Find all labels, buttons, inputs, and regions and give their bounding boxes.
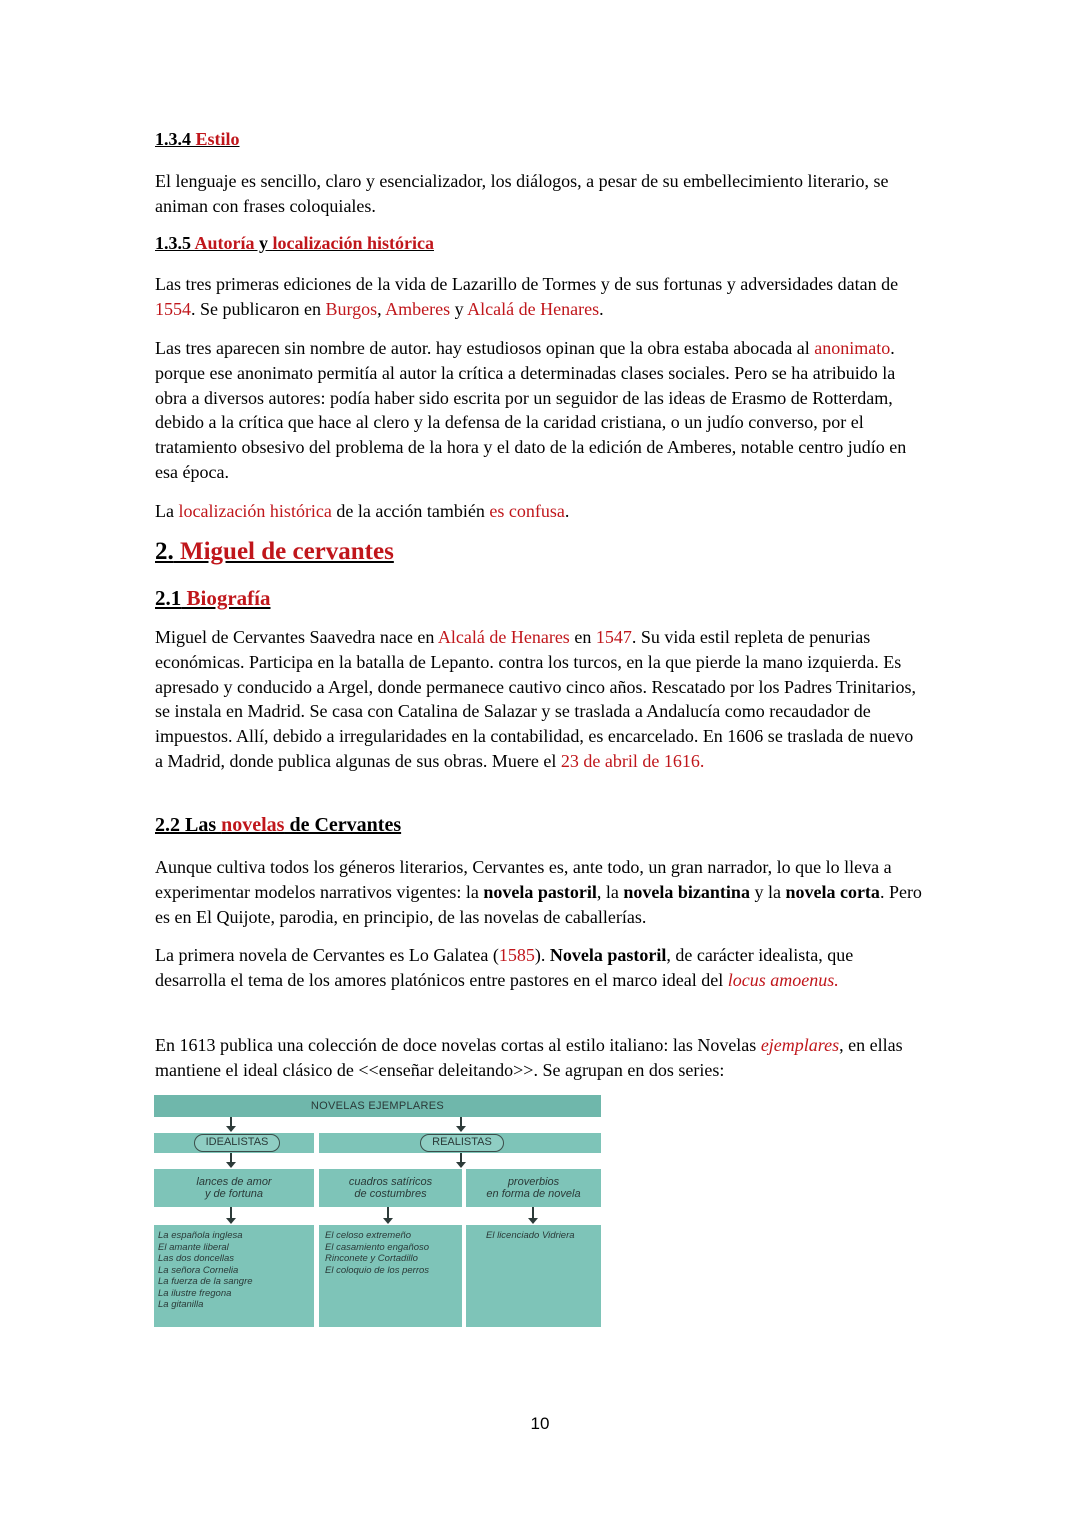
paragraph-autoria bbox=[155, 336, 925, 485]
text: Miguel de Cervantes Saavedra nace en bbox=[155, 627, 438, 647]
highlight-death-date: 23 de abril de 1616. bbox=[560, 750, 705, 771]
arrow-down-icon bbox=[230, 1153, 232, 1163]
text: Aunque cultiva todos los géneros literarios, Cervantes es, ante todo, un gran narrador, lo que lo lleva a experimentar modelos narrativos vigentes: la bbox=[155, 857, 892, 902]
text: Las tres aparecen sin nombre de autor. hay estudiosos opinan que la obra estaba abocada al bbox=[155, 338, 815, 358]
highlight-alcala: Alcalá de Henares bbox=[467, 298, 600, 319]
list-cuadros bbox=[325, 1230, 460, 1276]
text: y bbox=[450, 298, 468, 319]
arrow-down-icon bbox=[230, 1117, 232, 1127]
text: . Se publicaron en bbox=[191, 298, 326, 319]
list-item: El casamiento engañoso bbox=[325, 1241, 430, 1253]
arrow-down-icon bbox=[460, 1153, 462, 1163]
mid-line-2: y de fortuna bbox=[204, 1188, 264, 1200]
paragraph-biografia bbox=[155, 625, 925, 774]
mid-line-1: lances de amor bbox=[196, 1176, 272, 1188]
section-heading-biografia bbox=[155, 586, 271, 611]
highlight-anonimato: anonimato bbox=[814, 338, 891, 358]
list-item: El amante liberal bbox=[158, 1241, 229, 1253]
text: . bbox=[599, 298, 604, 319]
page-number: 10 bbox=[530, 1414, 550, 1433]
heading-title: Miguel de cervantes bbox=[180, 538, 394, 565]
section-heading-estilo bbox=[155, 129, 240, 150]
section-heading-autoria bbox=[155, 233, 434, 254]
arrow-down-icon bbox=[532, 1207, 534, 1219]
text: , bbox=[377, 298, 386, 319]
paragraph-galatea bbox=[155, 943, 925, 993]
list-item: El licenciado Vidriera bbox=[486, 1230, 575, 1241]
list-item: Rinconete y Cortadillo bbox=[325, 1253, 418, 1264]
mid-label-cuadros bbox=[319, 1176, 462, 1200]
text: La primera novela de Cervantes es Lo Galatea ( bbox=[155, 945, 499, 965]
italic-ejemplares: ejemplares bbox=[760, 1035, 840, 1055]
highlight-amberes: Amberes bbox=[385, 298, 451, 319]
text: en bbox=[569, 627, 596, 647]
diagram-title: NOVELAS EJEMPLARES bbox=[154, 1095, 601, 1117]
arrow-down-icon bbox=[387, 1207, 389, 1219]
italic-locus-amoenus: locus amoenus. bbox=[727, 969, 839, 990]
text: La bbox=[155, 501, 179, 521]
heading-title-a: Autoría bbox=[194, 233, 255, 253]
text: . porque ese anonimato permitía al autor la crítica a determinadas clases sociales. Pero se ha atribuido la obra a diversos autores: podía haber sido escrita por un seguidor de las ideas de Erasmo de Rotterdam, debido a la crítica que hace al clero y la defensa de la caridad cristiana, o un judío converso, por el tratamiento obsesivo del problema de la hora y el dato de la edición de Amberes, notable centro judío en esa época. bbox=[155, 338, 907, 482]
mid-line-1: proverbios bbox=[507, 1176, 560, 1188]
paragraph-ediciones bbox=[155, 272, 925, 322]
text: . Pero es en El Quijote, parodia, en principio, de las novelas de caballerías. bbox=[155, 881, 922, 927]
text: de la acción también bbox=[331, 501, 490, 521]
heading-number: 1.3.5 bbox=[155, 233, 191, 253]
text: Las tres primeras ediciones de la vida de Lazarillo de Tormes y de sus fortunas y adversidades datan de bbox=[155, 274, 899, 294]
highlight-year: 1585 bbox=[498, 945, 535, 965]
heading-title: Estilo bbox=[195, 129, 240, 149]
text: , de carácter idealista, que desarrolla el tema de los amores platónicos entre pastores en el marco ideal del bbox=[155, 945, 854, 990]
text: . Su vida estil repleta de penurias económicas. Participa en la batalla de Lepanto. contra los turcos, en la que pierde la mano izquierda. Es apresado y conducido a Argel, donde permanece cautivo cinco años. Rescatado por los Padres Trinitarios, se instala en Madrid. Se casa con Catalina de Salazar y se traslada a Andalucía como recaudador de impuestos. Allí, debido a irregularidades en la contabilidad, es encarcelado. En 1606 se traslada de nuevo a Madrid, donde publica algunas de sus obras. Muere el bbox=[155, 627, 916, 771]
arrow-down-icon bbox=[460, 1117, 462, 1127]
heading-number: 2.1 bbox=[155, 586, 182, 610]
heading-title: novelas bbox=[221, 814, 285, 836]
highlight-year: 1547 bbox=[595, 627, 632, 647]
text: ). bbox=[534, 945, 550, 965]
heading-connector: y bbox=[254, 233, 273, 253]
chapter-heading-cervantes bbox=[155, 538, 394, 566]
mid-line-2: en forma de novela bbox=[486, 1188, 581, 1200]
text: y la bbox=[749, 881, 786, 902]
list-item: La ilustre fregona bbox=[158, 1287, 232, 1299]
heading-suffix: de Cervantes bbox=[284, 814, 402, 836]
arrow-down-icon bbox=[230, 1207, 232, 1219]
label-idealistas: IDEALISTAS bbox=[194, 1134, 280, 1152]
mid-label-lances bbox=[154, 1176, 314, 1200]
paragraph-localizacion bbox=[155, 499, 925, 524]
heading-title-b: localización histórica bbox=[272, 233, 434, 253]
paragraph-estilo: El lenguaje es sencillo, claro y esencializador, los diálogos, a pesar de su embellecimiento literario, se animan con frases coloquiales. bbox=[155, 171, 889, 216]
paragraph-ejemplares bbox=[155, 1033, 925, 1083]
highlight-localizacion: localización histórica bbox=[178, 501, 332, 521]
heading-number: 1.3.4 bbox=[155, 129, 191, 149]
bold-novela-pastoril: novela pastoril bbox=[483, 881, 597, 902]
mid-line-1: cuadros satíricos bbox=[348, 1176, 433, 1188]
list-item: La señora Cornelia bbox=[158, 1264, 239, 1276]
bold-novela-pastoril: Novela pastoril bbox=[549, 945, 667, 965]
list-item: La española inglesa bbox=[158, 1230, 243, 1241]
paragraph-narrador bbox=[155, 855, 925, 929]
mid-label-proverbios bbox=[466, 1176, 601, 1200]
text: , en ellas mantiene el ideal clásico de <<enseñar deleitando>>. Se agrupan en dos series: bbox=[155, 1035, 903, 1080]
list-item: El coloquio de los perros bbox=[325, 1264, 430, 1276]
text: , la bbox=[596, 881, 624, 902]
section-heading-novelas bbox=[155, 814, 401, 837]
list-idealistas bbox=[158, 1230, 313, 1311]
list-item: El celoso extremeño bbox=[325, 1230, 412, 1241]
novelas-ejemplares-diagram bbox=[154, 1095, 601, 1327]
highlight-burgos: Burgos bbox=[325, 298, 378, 319]
list-proverbios bbox=[486, 1230, 598, 1242]
list-item: Las dos doncellas bbox=[158, 1253, 235, 1264]
heading-prefix: 2.2 Las bbox=[155, 814, 222, 836]
text: En 1613 publica una colección de doce novelas cortas al estilo italiano: las Novelas bbox=[155, 1035, 761, 1055]
highlight-alcala: Alcalá de Henares bbox=[437, 627, 570, 647]
list-item: La fuerza de la sangre bbox=[158, 1276, 253, 1287]
label-realistas: REALISTAS bbox=[420, 1134, 504, 1152]
heading-title: Biografía bbox=[186, 586, 271, 610]
bold-novela-corta: novela corta bbox=[785, 881, 880, 902]
mid-line-2: de costumbres bbox=[354, 1188, 427, 1200]
bold-novela-bizantina: novela bizantina bbox=[623, 881, 750, 902]
highlight-year: 1554 bbox=[155, 298, 191, 319]
list-item: La gitanilla bbox=[158, 1299, 204, 1310]
highlight-confusa: es confusa bbox=[489, 501, 565, 521]
text: . bbox=[564, 501, 570, 521]
heading-number: 2. bbox=[155, 538, 174, 565]
